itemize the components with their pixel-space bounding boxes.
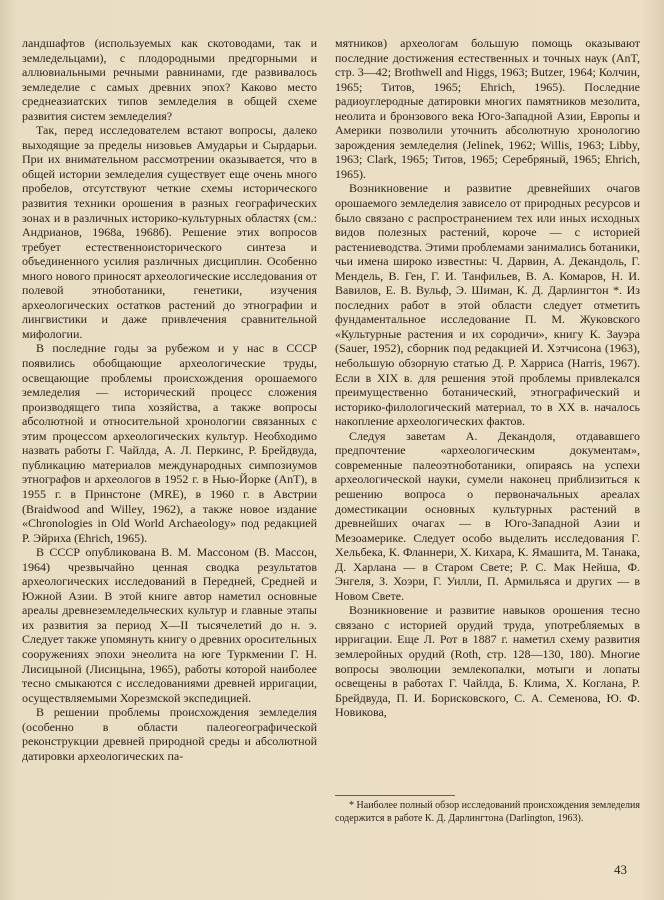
left-column: [22, 36, 317, 763]
paragraph-right-2: Возникновение и развитие древнейших очагов орошаемого земледелия зависело от природных ресурсов и было связано с распространением тех или иных исходных видов полезных растений, короче — с историей растениеводства. Этими проблемами занимались ботаники, чьи имена широко известны: Ч. Дарвин, А. Декандоль, Г. Мендель, В. Ген, Г. И. Танфильев, В. А. Комаров, Н. И. Вавилов, Е. В. Вульф, Э. Шиман, К. Д. Дарлингтон *. Из последних работ в этой области следует отметить фундаментальное исследование П. М. Жуковского «Культурные растения и их сородичи», книгу К. Зауэра (Sauer, 1952), сборник под редакцией И. Хэтчисона (1963), небольшую обзорную статью Д. Р. Харриса (Harris, 1967). Если в XIX в. для решения этой проблемы привлекался преимущественно ботанический, этнографический и историко-филологический материал, то в XX в. началось накопление археологических фактов.: [335, 181, 640, 429]
right-column: [335, 36, 640, 720]
paragraph-left-5: В решении проблемы происхождения земледелия (особенно в области палеогеографической реконструкции древней природной среды и абсолютной датировки археологических па-: [22, 705, 317, 763]
paragraph-left-3: В последние годы за рубежом и у нас в СССР появились обобщающие археологические труды, освещающие проблемы происхождения орошаемого земледелия — исторический процесс сложения производящего типа хозяйства, а также вопросы абсолютной и относительной хронологии связанных с этим процессом археологических культур. Необходимо назвать работы Г. Чайлда, А. Л. Перкинс, Р. Брейдвуда, публикацию материалов международных симпозиумов этнографов и археологов в 1952 г. в Нью-Йорке (АnТ), в 1955 г. в Принстоне (MRE), в 1960 г. в Австрии (Braidwood and Willey, 1962), а также новое издание «Chronologies in Old World Archaeology» под редакцией Р. Эйриха (Ehrich, 1965).: [22, 341, 317, 545]
paragraph-left-4: В СССР опубликована В. М. Массоном (В. Массон, 1964) чрезвычайно ценная сводка результатов археологических исследований в Передней, Средней и Южной Азии. В этой книге автор наметил основные ареалы древнеземледельческих культур и главные этапы их развития за период X—II тысячелетий до н. э. Следует также упомянуть книгу о древних оросительных сооружениях эпохи энеолита на юге Туркмении Г. Н. Лисицыной (Лисицына, 1965), работы которой наиболее тесно смыкаются с исследованиями древней ирригации, осуществляемыми Хорезмской экспедицией.: [22, 545, 317, 705]
paragraph-right-4: Возникновение и развитие навыков орошения тесно связано с историей орудий труда, употребляемых в ирригации. Еще Л. Рот в 1887 г. наметил схему развития землеройных орудий (Roth, стр. 128—130, 180). Многие вопросы эволюции землекопалки, мотыги и лопаты освещены в работах Г. Чайлда, Б. Клима, Х. Коглана, Р. Брейдвуда, П. И. Борисковского, С. А. Семенова, Ю. Ф. Новикова,: [335, 603, 640, 720]
footnote: [335, 800, 640, 825]
page-number: 43: [614, 862, 627, 877]
paragraph-right-1: мятников) археологам большую помощь оказывают последние достижения естественных и точных наук (AnT, стр. 3—42; Brothwell and Higgs, 1963; Butzer, 1964; Колчин, 1965; Титов, 1965; Ehrich, 1965). Последние радиоуглеродные датировки многих памятников мезолита, неолита и бронзового века Юго-Западной Азии, Европы и Америки позволили уточнить абсолютную хронологию зарождения земледелия (Jelinek, 1962; Willis, 1963; Libby, 1963; Clark, 1965; Титов, 1965; Серебряный, 1965; Ehrich, 1965).: [335, 36, 640, 181]
footnote-divider: [335, 795, 455, 796]
paragraph-left-2: Так, перед исследователем встают вопросы, далеко выходящие за пределы низовьев Амударьи и Сырдарьи. При их внимательном рассмотрении оказывается, что в общей истории земледелия существует еще очень много пробелов, отсутствуют четкие схемы исторического развития техники орошения в разных географических зонах и в различных историко-культурных областях (см.: Андрианов, 1968а, 1968б). Решение этих вопросов требует естественноисторического синтеза и объединенного усилия различных дисциплин. Особенно много нового приносят археологические исследования от полевой этноботаники, генетики, изучения археологических остатков растений до этнографии и лингвистики и даже привлечения сравнительной мифологии.: [22, 123, 317, 341]
footnote-text: * Наиболее полный обзор исследований происхождения земледелия содержится в работе К. Д. Дарлингтона (Darlington, 1963).: [335, 800, 640, 824]
paragraph-right-3: Следуя заветам А. Декандоля, отдававшего предпочтение «археологическим документам», современные палеоэтноботаники, опираясь на успехи археологической науки, сумели наконец приблизиться к решению вопроса о первоначальных ареалах доместикации основных культурных растений в древнейших очагах — в Юго-Западной Азии и Мезоамерике. Следует особо выделить исследования Г. Хельбека, К. Фланнери, Х. Кихара, К. Ямашита, М. Танака, Д. Харлана — в Старом Свете; Р. С. Мак Нейша, Ф. Энгеля, З. Хоэри, Г. Уилли, П. Армильяса и других — в Новом Свете.: [335, 428, 640, 603]
paragraph-left-1: ландшафтов (используемых как скотоводами, так и земледельцами), с плодородными предгорными и аллювиальными речными равнинами, где развивалось земледелие с самых древних эпох? Каково место среднеазиатских типов земледелия в общей схеме развития систем земледелия?: [22, 36, 317, 123]
